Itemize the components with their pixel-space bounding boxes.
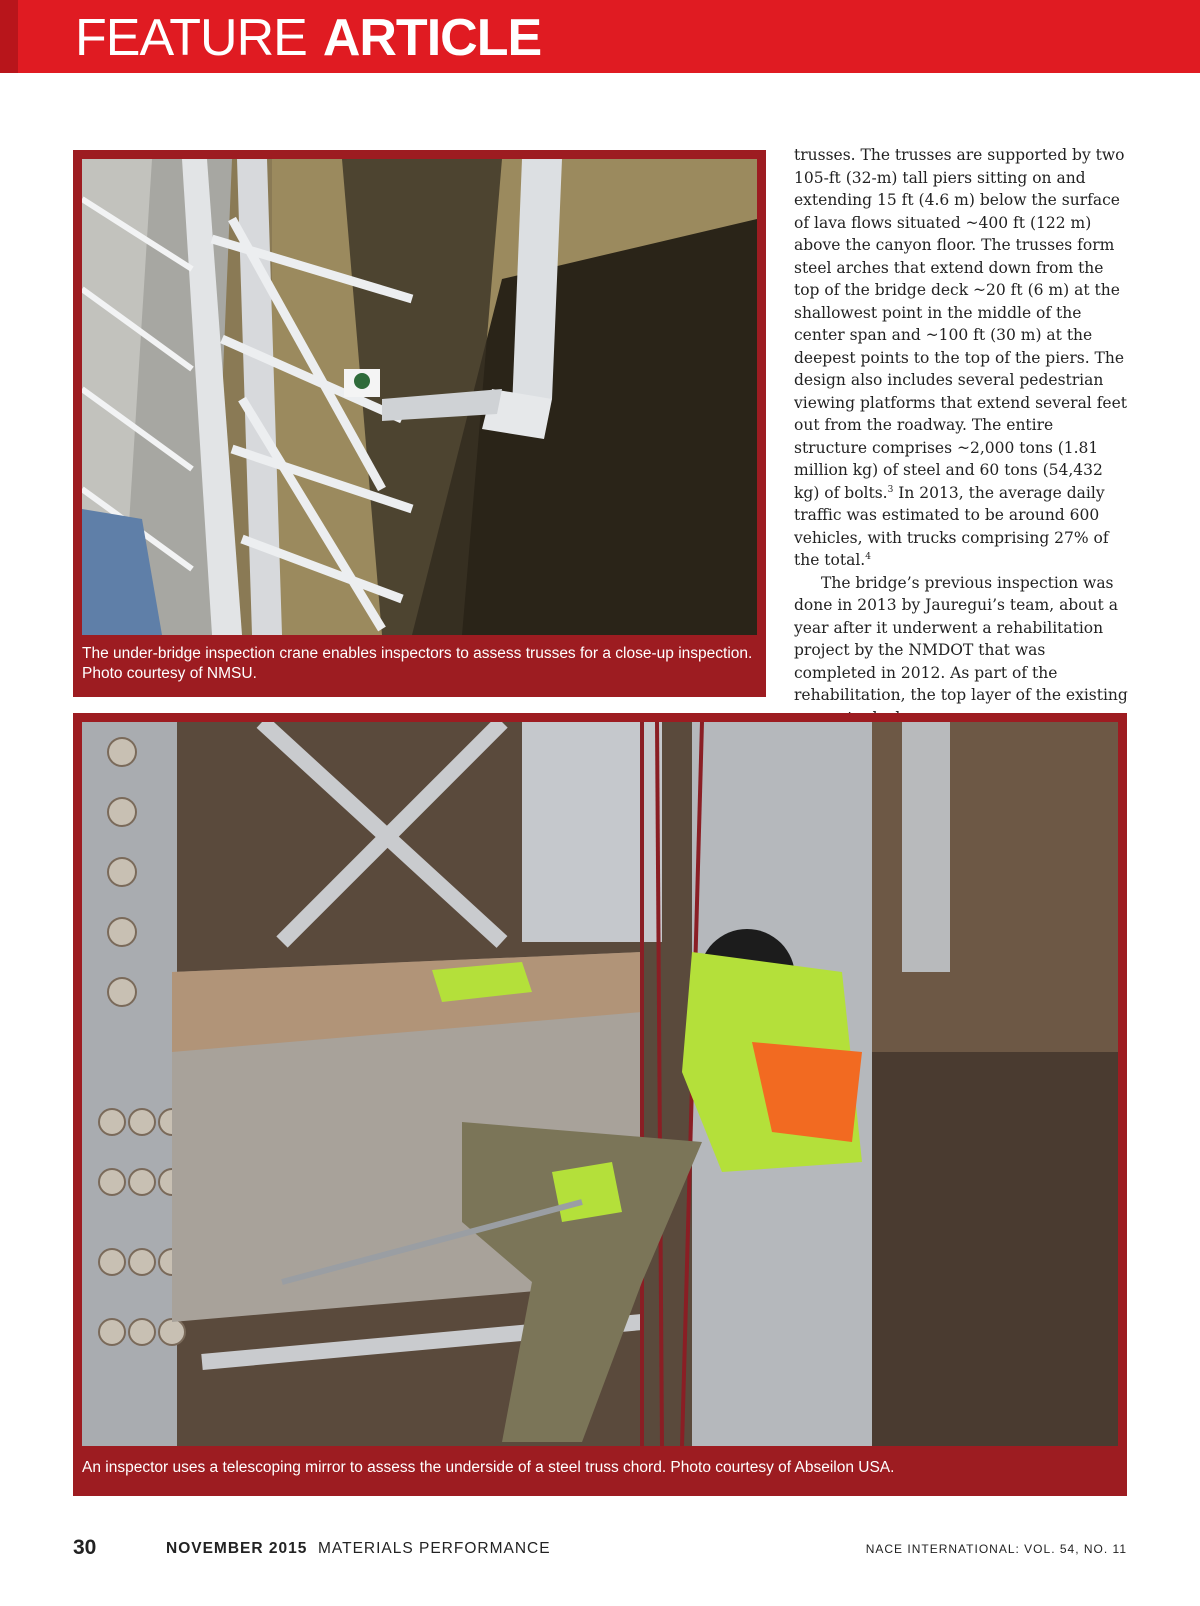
banner-edge-accent: [0, 0, 18, 73]
reference-mark: 3: [887, 484, 894, 495]
reference-mark: 4: [865, 551, 871, 562]
figure-caption: An inspector uses a telescoping mirror to assess the underside of a steel truss chord. Photo courtesy of Abseilon USA.: [82, 1459, 895, 1476]
photo-inspection-crane: [82, 159, 757, 635]
magazine-name: MATERIALS PERFORMANCE: [318, 1540, 551, 1557]
organization-name: NACE INTERNATIONAL:: [865, 1542, 1020, 1556]
article-text: trusses. The trusses are supported by two 105-ft (32-m) tall piers sitting on and extending 15 ft (4.6 m) below the surface of lava flows situated ~400 ft (122 m) above the canyon floor. The trusses form steel arches that extend down from the top of the bridge deck ~20 ft (6 m) at the shallowest point in the middle of the center span and ~100 ft (30 m) at the deepest points to the top of the piers. The design also includes several pedestrian viewing platforms that extend several feet out from the roadway. The entire structure comprises ~2,000 tons (1.81 million kg) of steel and 60 tons (54,432 kg) of bolts.: [794, 146, 1128, 502]
article-body: [794, 144, 1129, 729]
article-paragraph: [794, 144, 1129, 572]
section-title-light: FEATURE: [75, 9, 307, 67]
page-number: 30: [73, 1536, 97, 1559]
page-footer: [0, 1536, 1200, 1564]
figure-inspection-crane: [73, 150, 766, 697]
volume-info: [866, 1542, 1127, 1556]
photo-rope-inspector: [82, 722, 1118, 1446]
issue-date: NOVEMBER 2015: [166, 1540, 308, 1557]
article-paragraph: The bridge’s previous inspection was done in 2013 by Jauregui’s team, about a year after it underwent a rehabilitation project by the NMDOT that was completed in 2012. As part of the rehabilitation, the top layer of the existing: [794, 573, 1128, 704]
figure-caption: The under-bridge inspection crane enables inspectors to assess trusses for a close-up inspection. Photo courtesy of NMSU.: [82, 645, 753, 682]
article-text: In 2013, the average daily traffic was estimated to be around 600 vehicles, with trucks comprising 27% of the total.: [794, 483, 1109, 569]
header-banner: [0, 0, 1200, 73]
volume-number: VOL. 54, NO. 11: [1019, 1542, 1127, 1556]
section-title-bold: ARTICLE: [322, 9, 542, 67]
section-title: [75, 10, 541, 66]
figure-rope-inspector: [73, 713, 1127, 1496]
